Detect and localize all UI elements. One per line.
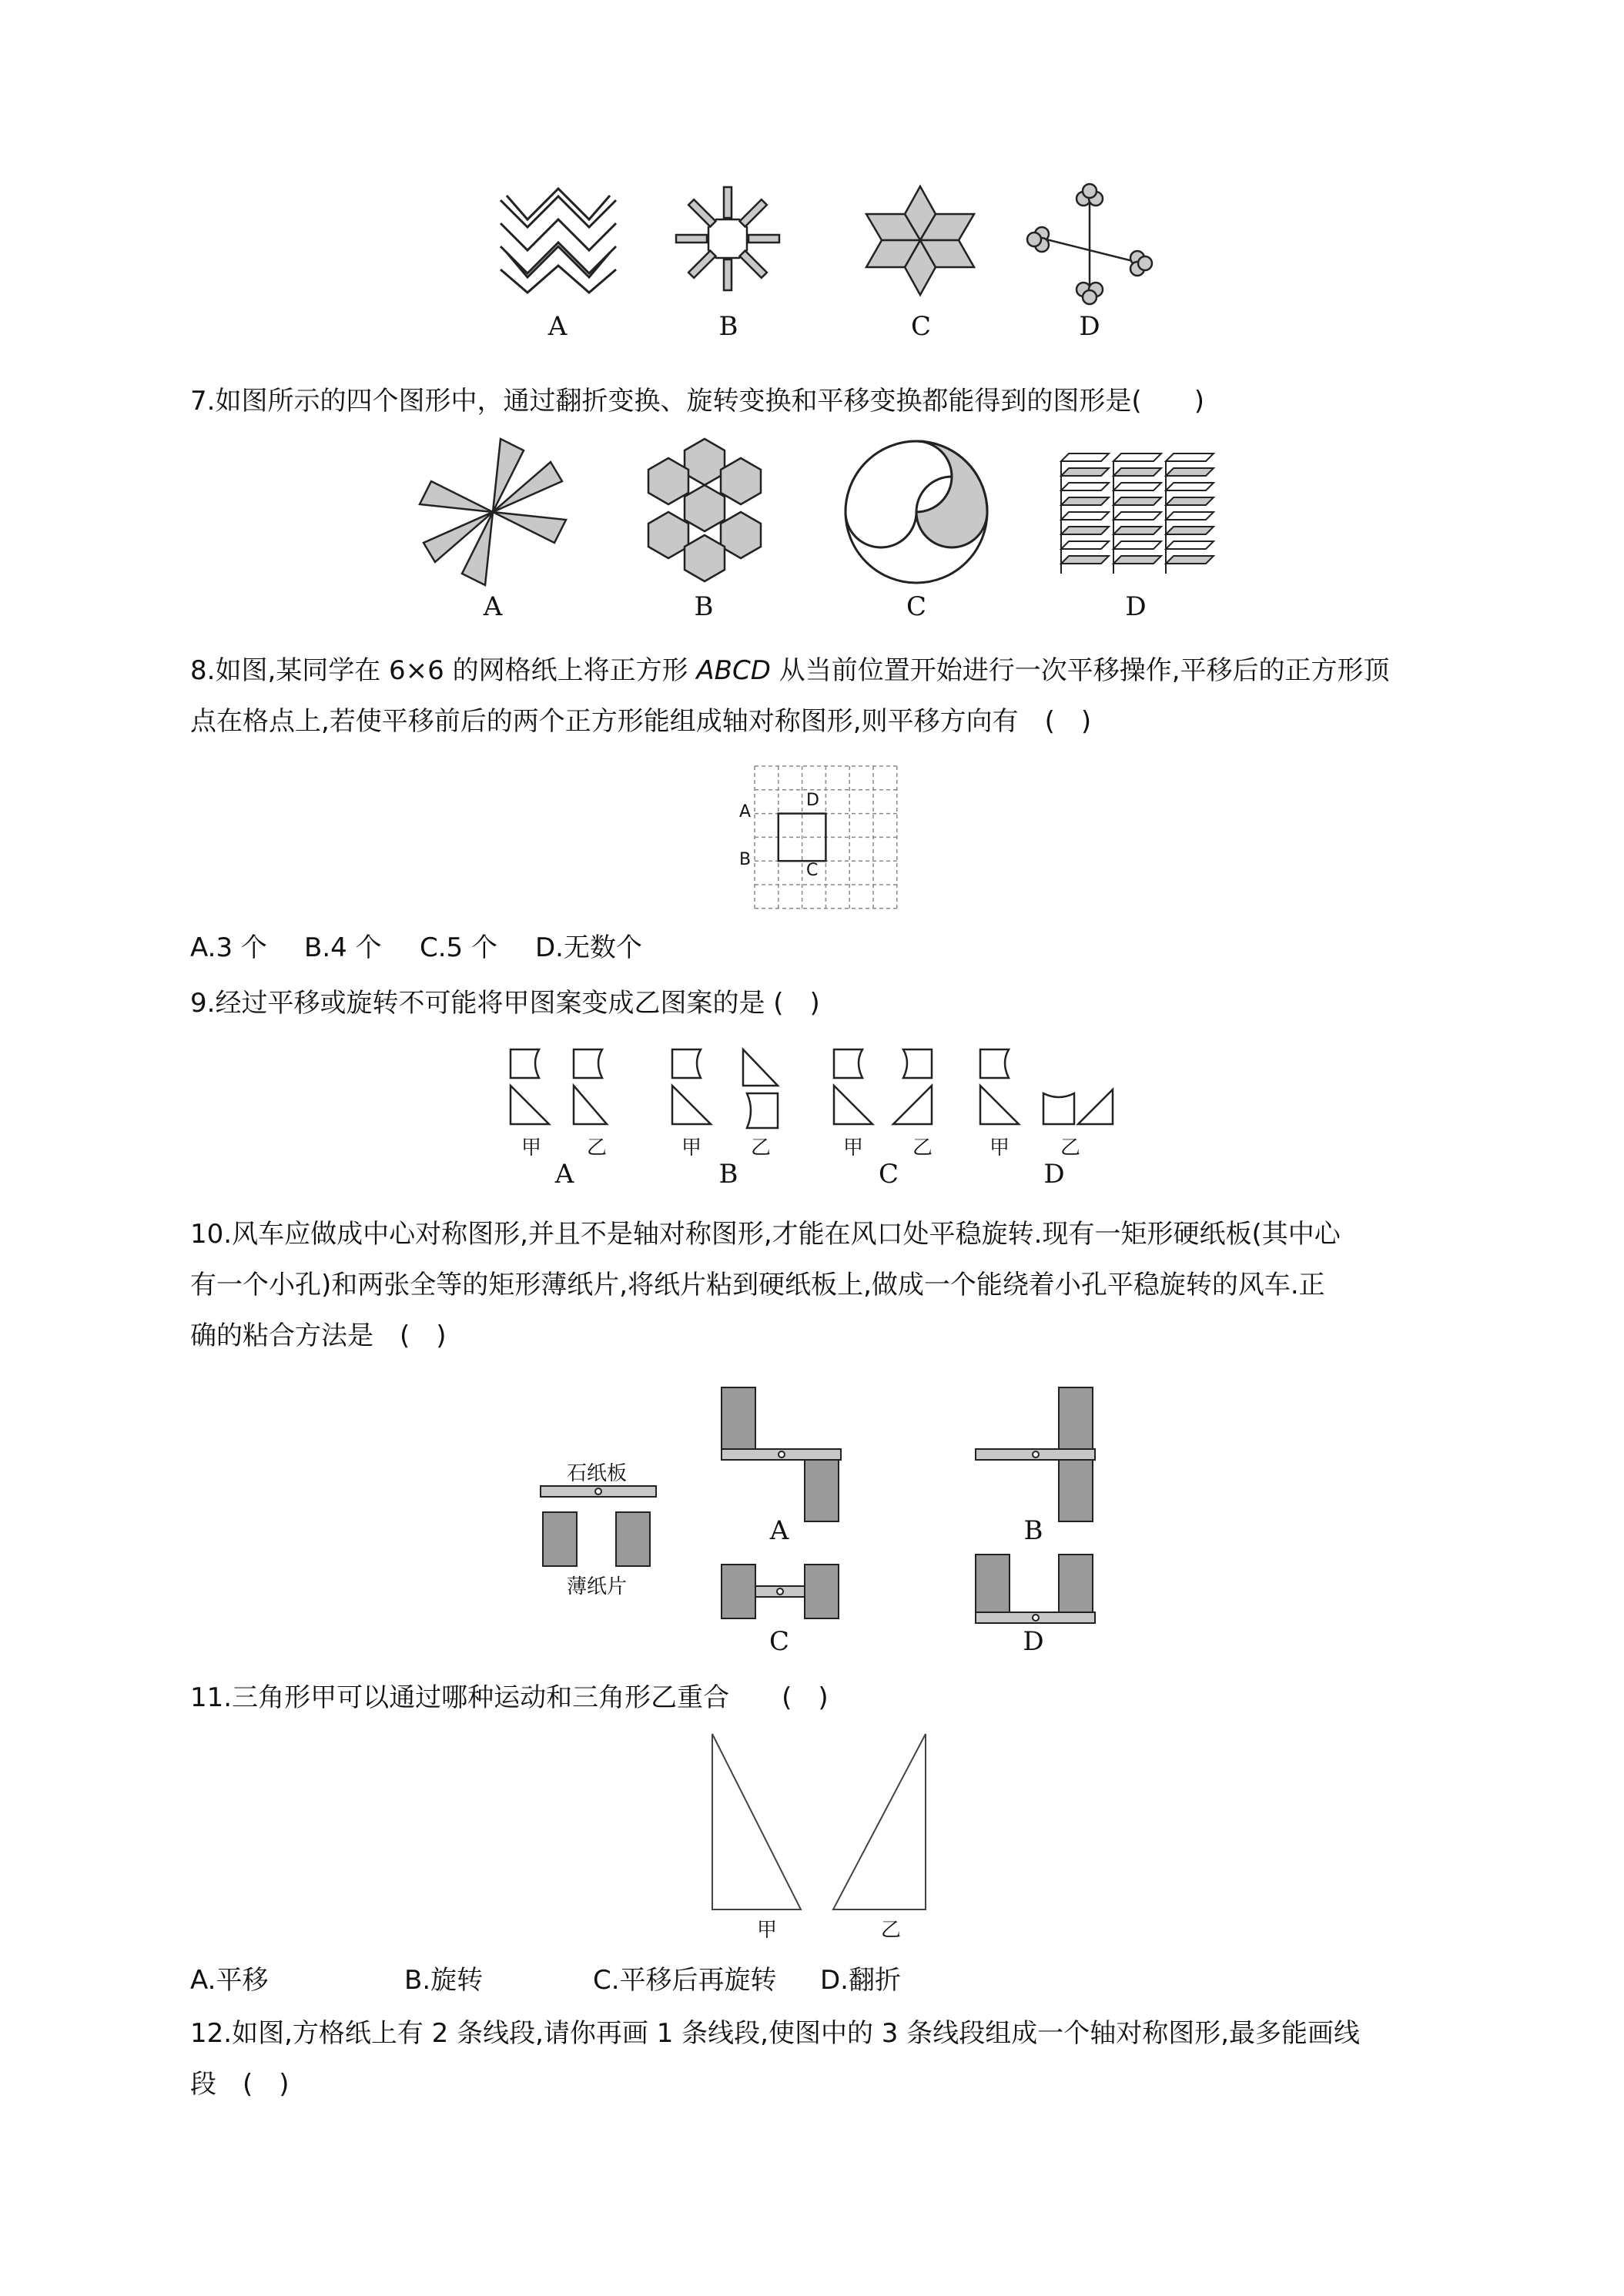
folded-strip	[1061, 483, 1109, 490]
q8-text	[190, 645, 1453, 747]
q8-option-d[interactable]: D.无数个	[535, 932, 642, 963]
q9-label-a: A	[554, 1159, 574, 1190]
fig6-label-c: C	[910, 311, 931, 342]
q12-line1: 12.如图,方格纸上有 2 条线段,请你再画 1 条线段,使图中的 3 条线段组成一个轴对称图形,最多能画线	[190, 2018, 1361, 2049]
q7-b-honeycomb-figure	[631, 435, 778, 589]
fig6-label-a: A	[547, 311, 568, 342]
q9-a-figure	[508, 1047, 616, 1132]
fig6-label-b: B	[718, 311, 738, 342]
q9-d-figure	[978, 1047, 1132, 1132]
fig6-d-clover-figure	[1028, 185, 1151, 300]
q7-d-strips-figure	[1055, 450, 1217, 577]
q7-c-yinyang-figure	[843, 439, 989, 585]
q7-a-pinwheel-figure	[416, 435, 570, 589]
hexagon-cell	[685, 535, 725, 581]
q11-triangles-figure	[708, 1732, 932, 1913]
hexagon-cell	[721, 458, 761, 504]
fig6-b-spoke-figure	[670, 181, 785, 296]
q10-reference-figure	[539, 1484, 658, 1569]
q10-line3: 确的粘合方法是 ( )	[190, 1320, 447, 1351]
folded-strip	[1166, 497, 1214, 505]
q11-jia-label: 甲	[756, 1919, 777, 1942]
q10-paper-label: 薄纸片	[566, 1575, 627, 1598]
q8-option-a[interactable]: A.3 个	[190, 932, 267, 963]
folded-strip	[1061, 556, 1109, 564]
q8-option-b[interactable]: B.4 个	[304, 932, 382, 963]
q7-label-c: C	[906, 591, 926, 622]
q10-label-a: A	[769, 1515, 789, 1546]
folded-strip	[1113, 483, 1161, 490]
q8-grid	[755, 766, 897, 909]
q10-label-d: D	[1023, 1626, 1044, 1657]
q9-d-jia: 甲	[989, 1136, 1010, 1160]
folded-strip	[1061, 454, 1109, 461]
folded-strip	[1113, 556, 1161, 564]
q10-label-c: C	[768, 1626, 789, 1657]
q8-grid-label-a: A	[739, 802, 752, 822]
q9-c-jia: 甲	[842, 1136, 863, 1160]
folded-strip	[1061, 541, 1109, 549]
q7-label-b: B	[694, 591, 714, 622]
q9-c-figure	[832, 1047, 939, 1132]
q10-label-b: B	[1023, 1515, 1043, 1546]
folded-strip	[1061, 468, 1109, 476]
q11-option-a[interactable]: A.平移	[190, 1965, 269, 1996]
q10-line2: 有一个小孔)和两张全等的矩形薄纸片,将纸片粘到硬纸板上,做成一个能绕着小孔平稳旋转的风车.正	[190, 1270, 1325, 1300]
q8-grid-label-c: C	[806, 861, 819, 880]
q10-c-figure	[720, 1561, 843, 1623]
q9-c-yi: 乙	[912, 1136, 933, 1160]
q8-grid-label-b: B	[739, 850, 752, 869]
folded-strip	[1113, 541, 1161, 549]
q9-b-figure	[670, 1047, 785, 1132]
q8-line1-post: 从当前位置开始进行一次平移操作,平移后的正方形顶	[770, 655, 1390, 686]
q8-option-c[interactable]: C.5 个	[420, 932, 497, 963]
q8-grid-label-d: D	[806, 791, 819, 810]
fig6-a-zigzag-figure	[493, 185, 624, 293]
hexagon-cell	[648, 512, 688, 558]
folded-strip	[1113, 454, 1161, 461]
folded-strip	[1061, 497, 1109, 505]
q8-line2: 点在格点上,若使平移前后的两个正方形能组成轴对称图形,则平移方向有 ( )	[190, 706, 1092, 737]
q12-line2: 段 ( )	[190, 2069, 290, 2100]
hexagon-cell	[648, 458, 688, 504]
q11-option-b[interactable]: B.旋转	[404, 1965, 484, 1996]
q8-line1-pre: 8.如图,某同学在 6×6 的网格纸上将正方形	[190, 655, 697, 686]
q10-line1: 10.风车应做成中心对称图形,并且不是轴对称图形,才能在风口处平稳旋转.现有一矩形硬纸板(其中心	[190, 1219, 1341, 1250]
folded-strip	[1113, 527, 1161, 534]
q7-text: 7.如图所示的四个图形中，通过翻折变换、旋转变换和平移变换都能得到的图形是( )	[190, 386, 1204, 417]
q10-d-figure	[974, 1551, 1097, 1628]
q7-label-d: D	[1125, 591, 1147, 622]
q9-label-b: B	[718, 1159, 738, 1190]
q11-text: 11.三角形甲可以通过哪种运动和三角形乙重合 ( )	[190, 1682, 829, 1713]
q10-board-label: 石纸板	[566, 1462, 627, 1485]
q9-text: 9.经过平移或旋转不可能将甲图案变成乙图案的是 ( )	[190, 988, 820, 1019]
q7-label-a: A	[483, 591, 503, 622]
q9-label-d: D	[1043, 1159, 1065, 1190]
hexagon-cell	[721, 512, 761, 558]
q9-d-yi: 乙	[1060, 1136, 1080, 1160]
folded-strip	[1113, 497, 1161, 505]
folded-strip	[1166, 454, 1214, 461]
hexagon-cell	[685, 439, 725, 485]
q9-b-yi: 乙	[750, 1136, 771, 1160]
folded-strip	[1113, 512, 1161, 520]
q10-a-figure	[720, 1386, 843, 1525]
folded-strip	[1166, 556, 1214, 564]
q10-b-figure	[974, 1386, 1097, 1525]
q10-text	[190, 1209, 1453, 1361]
folded-strip	[1166, 468, 1214, 476]
q9-a-yi: 乙	[586, 1136, 607, 1160]
fig6-label-d: D	[1079, 311, 1100, 342]
folded-strip	[1166, 512, 1214, 520]
q12-text	[190, 2008, 1453, 2110]
folded-strip	[1061, 527, 1109, 534]
q9-a-jia: 甲	[521, 1136, 541, 1160]
q11-option-c[interactable]: C.平移后再旋转	[593, 1965, 777, 1996]
folded-strip	[1166, 527, 1214, 534]
q8-line1-italic: ABCD	[696, 655, 771, 686]
folded-strip	[1061, 512, 1109, 520]
hexagon-cell	[685, 485, 725, 531]
folded-strip	[1166, 483, 1214, 490]
q9-label-c: C	[878, 1159, 899, 1190]
q11-option-d[interactable]: D.翻折	[820, 1965, 901, 1996]
q9-b-jia: 甲	[681, 1136, 702, 1160]
fig6-c-star-figure	[862, 185, 978, 296]
q11-yi-label: 乙	[880, 1919, 901, 1942]
folded-strip	[1113, 468, 1161, 476]
folded-strip	[1166, 541, 1214, 549]
